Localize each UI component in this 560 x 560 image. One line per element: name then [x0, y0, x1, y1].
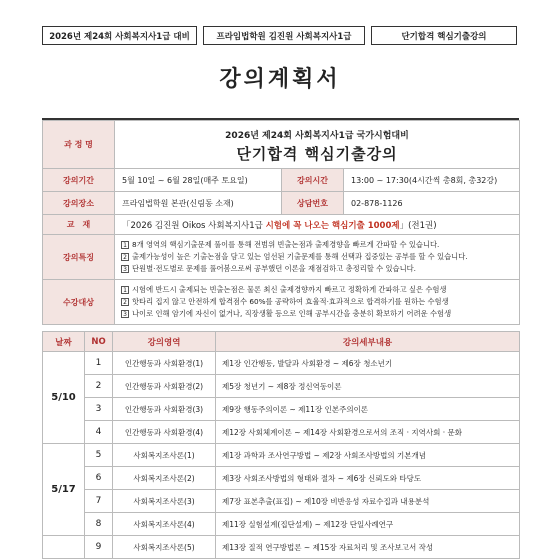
header-area: 강의영역 [113, 332, 216, 352]
header-exam: 2026년 제24회 사회복지사1급 대비 [42, 26, 197, 45]
content-cell: 제3장 사회조사방법의 형태와 절차 ~ 제6장 신뢰도와 타당도 [216, 467, 520, 490]
table-row [43, 490, 520, 513]
content-cell: 제5장 청년기 ~ 제8장 정신역동이론 [216, 375, 520, 398]
area-cell: 인간행동과 사회환경(3) [113, 398, 216, 421]
header-course: 단기합격 핵심기출강의 [371, 26, 517, 45]
course-name: 단기합격 핵심기출강의 [236, 144, 398, 163]
content-cell: 제1장 과학과 조사연구방법 ~ 제2장 사회조사방법의 기본개념 [216, 444, 520, 467]
schedule-table [42, 331, 520, 559]
no-cell: 9 [85, 536, 113, 559]
content-cell: 제12장 사회체계이론 ~ 제14장 사회환경으로서의 조직 · 지역사회 · 문화 [216, 421, 520, 444]
no-cell: 8 [85, 513, 113, 536]
place-label: 강의장소 [43, 192, 115, 215]
header-row [42, 26, 519, 45]
table-row [43, 375, 520, 398]
feature-item [121, 239, 513, 251]
page-title: 강의계획서 [219, 67, 341, 92]
target-item [121, 308, 513, 320]
no-cell: 2 [85, 375, 113, 398]
course-cell [115, 121, 520, 169]
contact-value: 02-878-1126 [344, 192, 520, 215]
no-cell: 1 [85, 352, 113, 375]
no-cell: 6 [85, 467, 113, 490]
content-cell: 제13장 질적 연구방법론 ~ 제15장 자료처리 및 조사보고서 작성 [216, 536, 520, 559]
area-cell: 사회복지조사론(5) [113, 536, 216, 559]
content-cell: 제7장 표본추출(표집) ~ 제10장 비반응성 자료수집과 내용분석 [216, 490, 520, 513]
header-date: 날짜 [43, 332, 85, 352]
area-cell: 인간행동과 사회환경(2) [113, 375, 216, 398]
schedule-header-row [43, 332, 520, 352]
textbook-suffix: 」(전1권) [399, 220, 437, 231]
content-cell: 제9장 행동주의이론 ~ 제11장 인본주의이론 [216, 398, 520, 421]
content-cell: 제11장 실험설계(집단설계) ~ 제12장 단일사례연구 [216, 513, 520, 536]
textbook-value [115, 215, 520, 235]
target-number: 3 [121, 310, 129, 318]
no-cell: 7 [85, 490, 113, 513]
time-value: 13:00 ~ 17:30(4시간씩 총8회, 총32강) [344, 169, 520, 192]
table-row [43, 513, 520, 536]
contact-label: 상담번호 [282, 192, 344, 215]
course-subtitle: 2026년 제24회 사회복지사1급 국가시험대비 [225, 130, 409, 141]
syllabus-frame [42, 118, 519, 560]
target-text: 나이로 인해 암기에 자신이 없거나, 직장생활 등으로 인해 공부시간을 충분히 확보하기 어려운 수험생 [132, 309, 452, 318]
target-item [121, 296, 513, 308]
table-row [43, 467, 520, 490]
period-value: 5월 10일 ~ 6월 28일(매주 토요일) [115, 169, 282, 192]
date-cell [43, 536, 85, 559]
target-number: 2 [121, 298, 129, 306]
header-teacher: 프라임법학원 김진원 사회복지사1급 [203, 26, 365, 45]
feature-number: 3 [121, 265, 129, 273]
textbook-prefix: 「2026 김진원 Oikos 사회복지사1급 [122, 220, 263, 231]
area-cell: 인간행동과 사회환경(1) [113, 352, 216, 375]
features-list [115, 235, 520, 280]
no-cell: 5 [85, 444, 113, 467]
feature-text: 출제가능성이 높은 기출논점을 담고 있는 엄선된 기출문제를 통해 선택과 집중있는 공부를 할 수 있습니다. [132, 252, 468, 261]
info-table [42, 120, 520, 325]
features-label: 강의특징 [43, 235, 115, 280]
area-cell: 사회복지조사론(4) [113, 513, 216, 536]
table-row [43, 444, 520, 467]
area-cell: 사회복지조사론(1) [113, 444, 216, 467]
area-cell: 사회복지조사론(2) [113, 467, 216, 490]
table-row [43, 352, 520, 375]
target-item [121, 284, 513, 296]
area-cell: 사회복지조사론(3) [113, 490, 216, 513]
table-row [43, 421, 520, 444]
area-cell: 인간행동과 사회환경(4) [113, 421, 216, 444]
header-no: NO [85, 332, 113, 352]
target-text: 핫타리 집지 않고 안전하게 합격점수 60%를 공략하여 효율적·효과적으로 합격하기를 원하는 수험생 [132, 297, 449, 306]
target-list [115, 280, 520, 325]
content-cell: 제1장 인간행동, 발달과 사회환경 ~ 제6장 청소년기 [216, 352, 520, 375]
textbook-highlight: 시험에 꼭 나오는 핵심기출 1000제 [265, 220, 400, 231]
feature-number: 1 [121, 241, 129, 249]
date-cell: 5/10 [43, 352, 85, 444]
feature-item [121, 251, 513, 263]
table-row [43, 398, 520, 421]
feature-text: 단원별·전도별로 문제를 풀어봄으로써 공부했던 이론을 재점검하고 총정리할 수 있습니다. [132, 264, 416, 273]
target-label: 수강대상 [43, 280, 115, 325]
feature-text: 8개 영역의 핵심기출문제 풀이를 통해 전범위 빈출논점과 출제경향을 빠르게 간파할 수 있습니다. [132, 240, 440, 249]
target-text: 시험에 반드시 출제되는 빈출논점은 물론 최신 출제경향까지 빠르고 정확하게 간파하고 싶은 수험생 [132, 285, 447, 294]
target-number: 1 [121, 286, 129, 294]
place-value: 프라임법학원 본관(신림동 소재) [115, 192, 282, 215]
no-cell: 4 [85, 421, 113, 444]
course-label: 과 정 명 [43, 121, 115, 169]
header-content: 강의세부내용 [216, 332, 520, 352]
textbook-label: 교 재 [43, 215, 115, 235]
period-label: 강의기간 [43, 169, 115, 192]
table-row [43, 536, 520, 559]
date-cell: 5/17 [43, 444, 85, 536]
feature-item [121, 263, 513, 275]
feature-number: 2 [121, 253, 129, 261]
no-cell: 3 [85, 398, 113, 421]
time-label: 강의시간 [282, 169, 344, 192]
